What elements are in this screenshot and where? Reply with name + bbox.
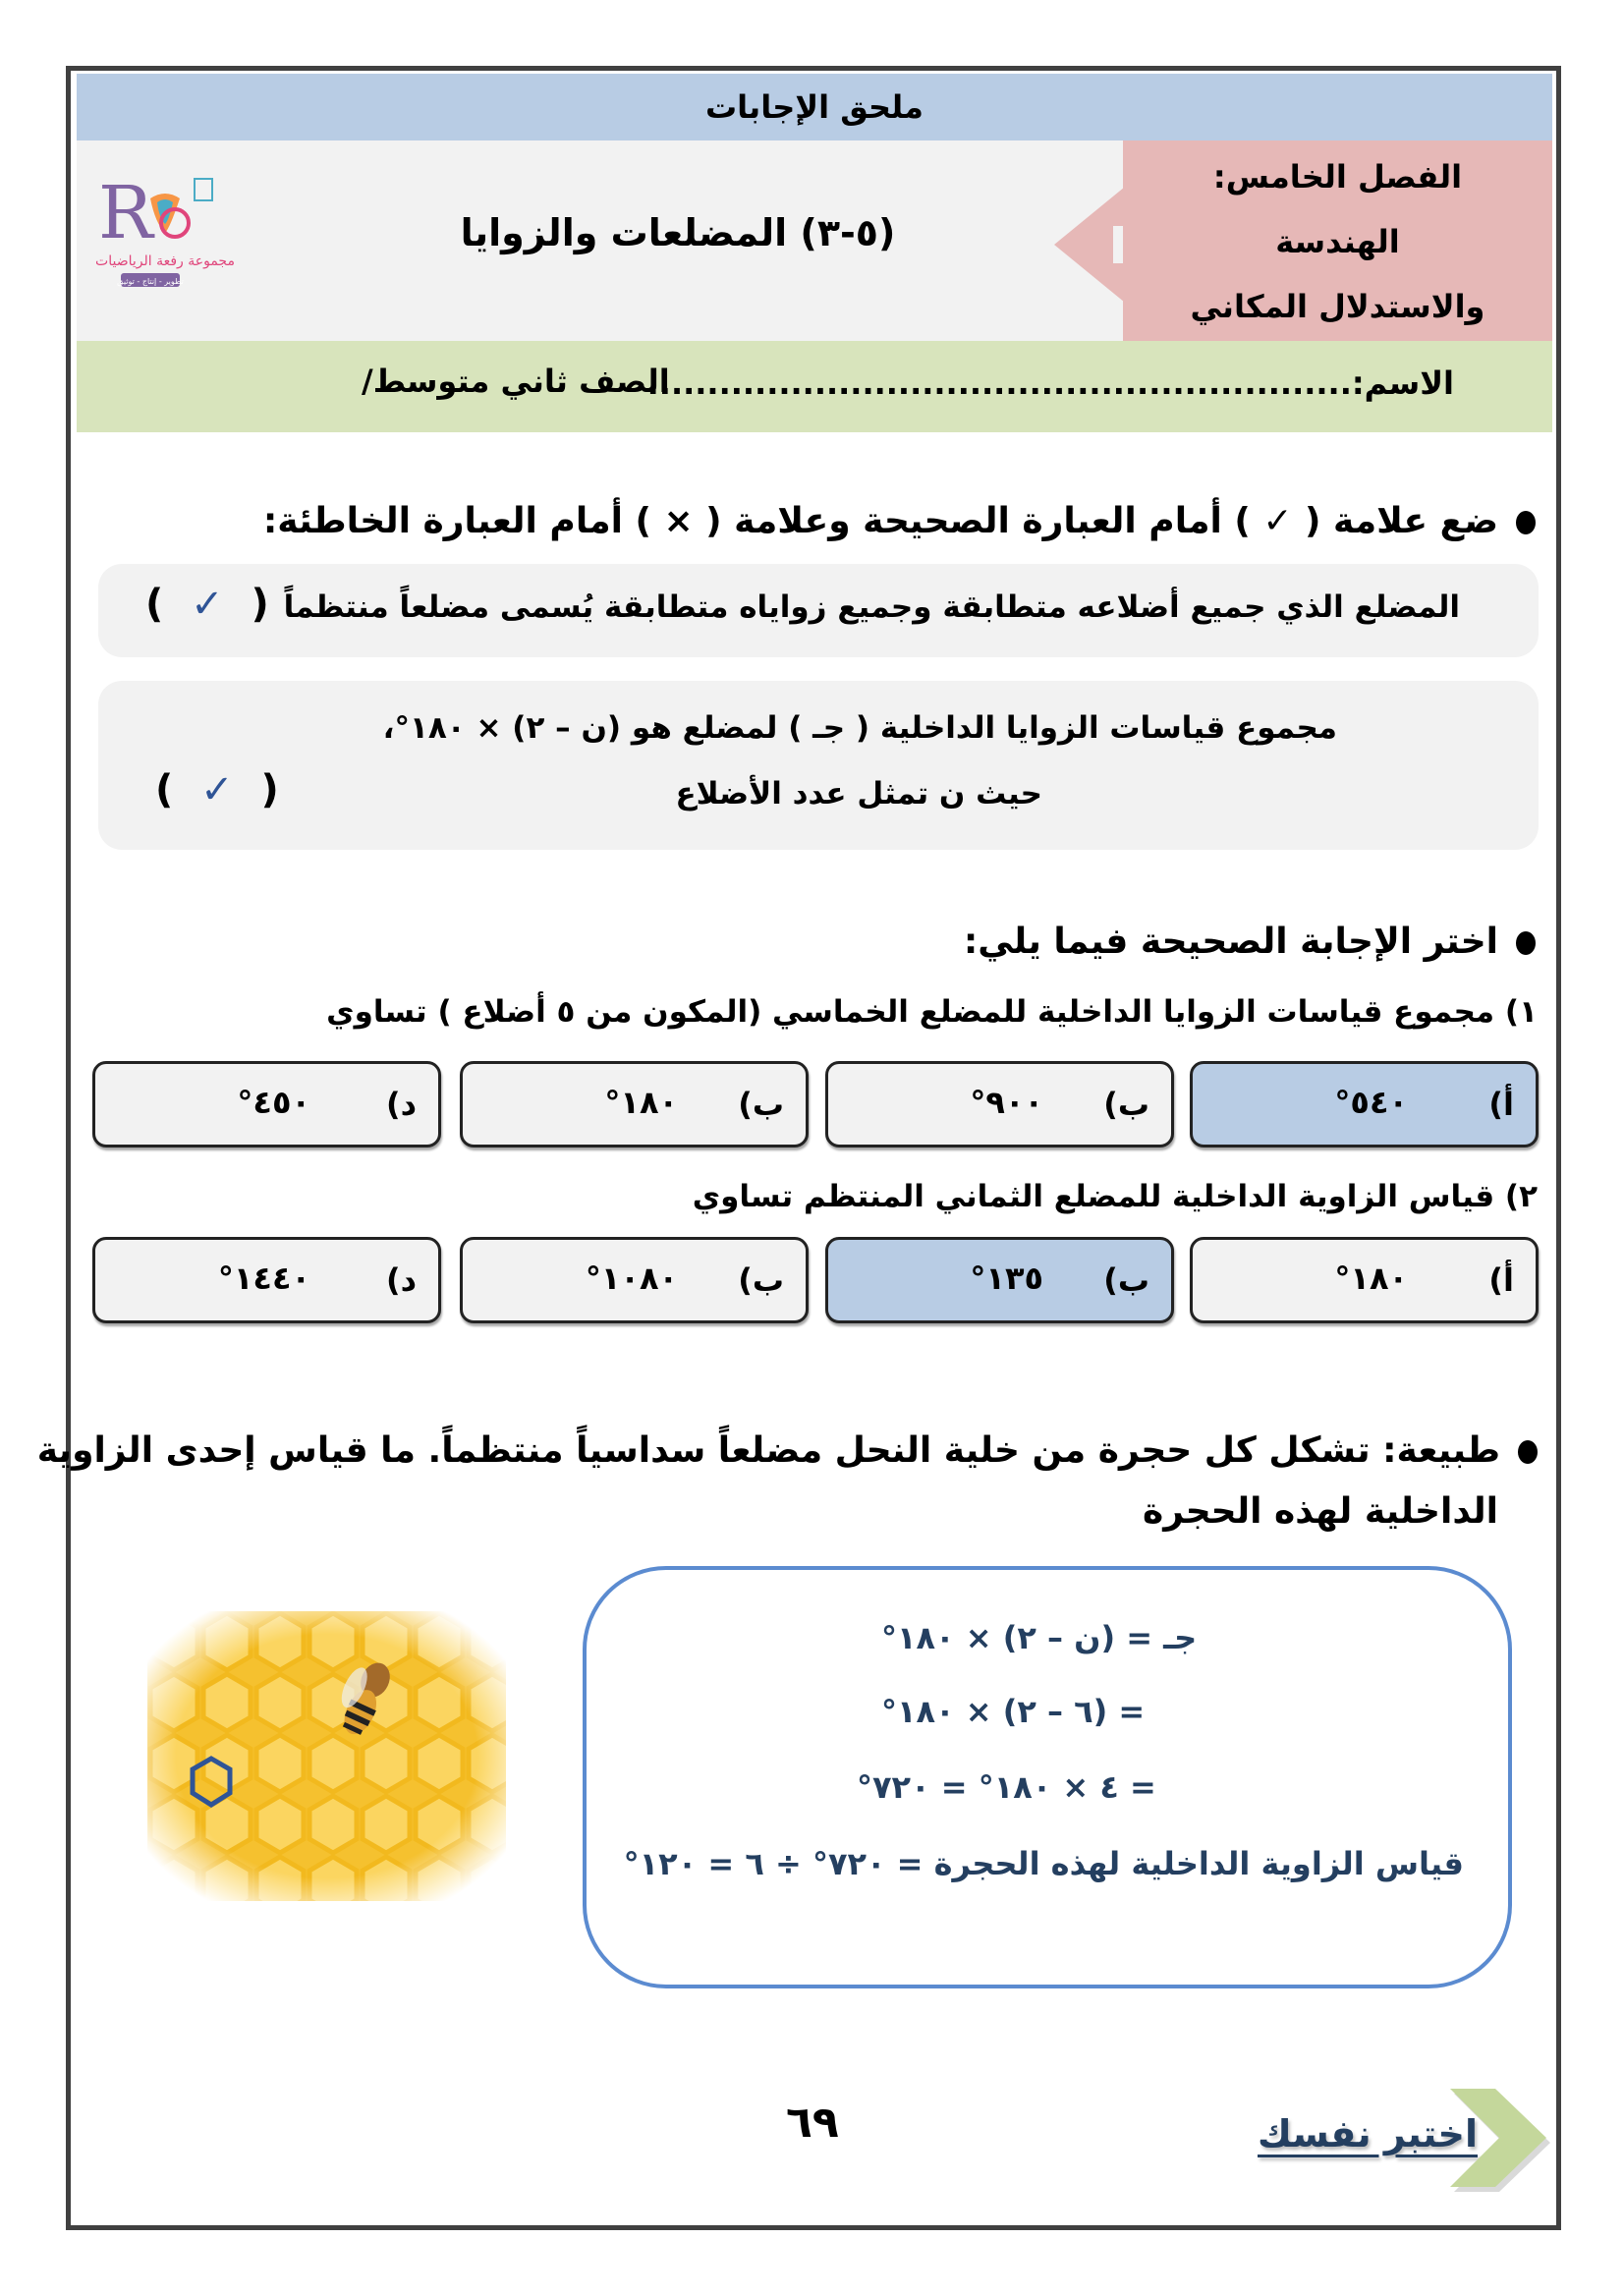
solution-line: = ٤ × ١٨٠° = ٧٢٠° xyxy=(857,1768,1156,1806)
true-false-item xyxy=(98,564,1539,657)
check-icon: ✓ xyxy=(191,582,224,627)
bullet-icon xyxy=(1516,931,1536,955)
option-2-4[interactable] xyxy=(92,1237,441,1323)
option-2-1[interactable] xyxy=(1190,1237,1539,1323)
class-label: الصف ثاني متوسط/ xyxy=(362,363,670,400)
option-value: ١٨٠° xyxy=(604,1084,678,1121)
option-2-3[interactable] xyxy=(460,1237,809,1323)
true-false-instruction: ضع علامة ( ✓ ) أمام العبارة الصحيحة وعلامة ( × ) أمام العبارة الخاطئة: xyxy=(263,501,1536,541)
svg-text:تطوير - إنتاج - توثيق: تطوير - إنتاج - توثيق xyxy=(117,277,184,286)
logo xyxy=(96,169,234,292)
page-number: ٦٩ xyxy=(786,2098,839,2148)
chapter-line: الفصل الخامس: xyxy=(1212,158,1463,196)
lesson-title: (٥-٣) المضلعات والزوايا xyxy=(460,211,896,254)
option-letter: ب) xyxy=(738,1261,784,1299)
svg-text:مجموعة رفعة الرياضيات: مجموعة رفعة الرياضيات xyxy=(96,253,234,269)
option-value: ٥٤٠° xyxy=(1334,1084,1408,1121)
name-band xyxy=(77,341,1552,432)
solution-line: قياس الزاوية الداخلية لهذه الحجرة = ٧٢٠° ÷ ٦ = ١٢٠° xyxy=(623,1845,1464,1882)
option-letter: أ) xyxy=(1488,1086,1514,1123)
answer-slot[interactable]: ( ✓ ) xyxy=(155,767,279,812)
honeycomb-image xyxy=(147,1611,506,1901)
statement: مجموع قياسات الزوايا الداخلية ( جـ ) لمضلع هو (ن – ٢) × ١٨٠°، xyxy=(382,710,1337,746)
option-letter: د) xyxy=(385,1086,417,1123)
option-1-1[interactable] xyxy=(1190,1061,1539,1148)
option-1-4[interactable] xyxy=(92,1061,441,1148)
option-letter: ب) xyxy=(738,1086,784,1123)
name-field[interactable]: الاسم:........................................................... xyxy=(646,364,1454,402)
question-1: ١) مجموع قياسات الزوايا الداخلية للمضلع الخماسي (المكون من ٥ أضلاع ) تساوي xyxy=(326,994,1538,1030)
option-1-2[interactable] xyxy=(825,1061,1174,1148)
option-letter: ب) xyxy=(1103,1086,1149,1123)
chapter-line: والاستدلال المكاني xyxy=(1190,288,1485,325)
option-2-2[interactable] xyxy=(825,1237,1174,1323)
check-icon: ✓ xyxy=(200,767,234,812)
solution-box xyxy=(583,1566,1512,1988)
statement: المضلع الذي جميع أضلاعه متطابقة وجميع زواياه متطابقة يُسمى مضلعاً منتظماً xyxy=(283,589,1460,625)
arrow-left-icon xyxy=(1054,187,1125,303)
solution-line: جـ = (ن – ٢) × ١٨٠° xyxy=(881,1619,1198,1656)
statement: حيث ن تمثل عدد الأضلاع xyxy=(675,776,1042,812)
chapter-box xyxy=(1123,140,1552,341)
option-value: ٩٠٠° xyxy=(970,1084,1043,1121)
chevron-right-icon[interactable] xyxy=(1444,2083,1552,2193)
true-false-item xyxy=(98,681,1539,850)
option-value: ٤٥٠° xyxy=(237,1084,310,1121)
svg-text:R: R xyxy=(98,171,153,255)
question-2: ٢) قياس الزاوية الداخلية للمضلع الثماني المنتظم تساوي xyxy=(692,1179,1538,1214)
option-value: ١٤٤٠° xyxy=(217,1259,310,1297)
option-letter: أ) xyxy=(1488,1261,1514,1299)
self-test-link[interactable]: اختبر نفسك xyxy=(1258,2112,1478,2155)
solution-line: = (٦ – ٢) × ١٨٠° xyxy=(881,1693,1146,1730)
answer-slot[interactable]: ( ✓ ) xyxy=(145,582,269,627)
bullet-icon xyxy=(1518,1440,1538,1464)
answers-title: ملحق الإجابات xyxy=(77,74,1552,140)
nature-question-cont: الداخلية لهذه الحجرة xyxy=(1143,1491,1498,1532)
option-1-3[interactable] xyxy=(460,1061,809,1148)
option-letter: د) xyxy=(385,1261,417,1299)
bullet-icon xyxy=(1516,511,1536,534)
option-value: ١٣٥° xyxy=(970,1259,1043,1297)
option-value: ١٨٠° xyxy=(1334,1259,1408,1297)
nature-question: طبيعة: تشكل كل حجرة من خلية النحل مضلعاً سداسياً منتظماً. ما قياس إحدى الزاوية xyxy=(37,1430,1538,1471)
option-letter: ب) xyxy=(1103,1261,1149,1299)
multiple-choice-instruction: اختر الإجابة الصحيحة فيما يلي: xyxy=(964,922,1536,962)
chapter-line: الهندسة xyxy=(1275,223,1400,260)
option-value: ١٠٨٠° xyxy=(585,1259,678,1297)
